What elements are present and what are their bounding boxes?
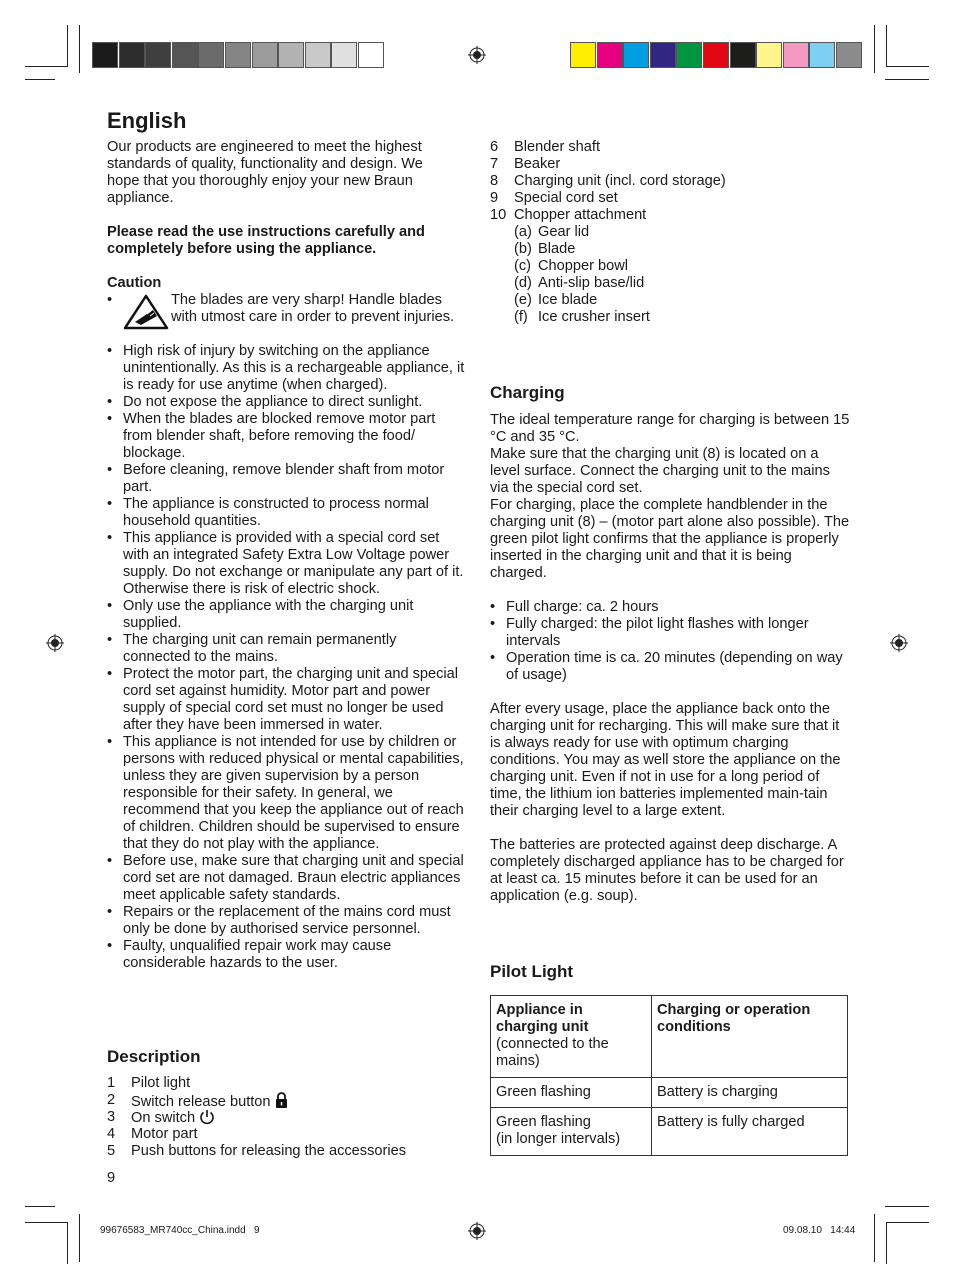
grayscale-swatch: [278, 42, 304, 68]
charging-bullet: • Fully charged: the pilot light flashes with longer intervals: [490, 616, 850, 650]
caution-item: • Do not expose the appliance to direct sunlight.: [107, 394, 467, 411]
color-swatch: [836, 42, 862, 68]
list-item: [490, 207, 850, 224]
charging-bullet: • Full charge: ca. 2 hours: [490, 599, 850, 616]
charging-paragraph: [490, 412, 850, 582]
item-number: 7: [490, 156, 499, 172]
list-item: [490, 139, 850, 156]
crop-mark: [886, 25, 887, 67]
list-item: [107, 1092, 467, 1109]
grayscale-swatch: [225, 42, 251, 68]
item-text: Special cord set: [514, 190, 618, 206]
power-icon: [199, 1109, 215, 1125]
charging-storage-paragraph: After every usage, place the appliance back onto the charging unit for recharging. This will make sure that it is always ready for use with optimum charging conditions. You may as well store the appliance on the charging unit. Even if not in use for a long period of time, the lithium ion batteries implemented main-tain their charging level to a large extent.: [490, 701, 841, 819]
caution-item: • Before cleaning, remove blender shaft from motor part.: [107, 462, 467, 496]
color-swatch: [756, 42, 782, 68]
crop-mark: [79, 1214, 80, 1262]
item-number: 3: [107, 1109, 116, 1125]
item-number: (f): [514, 309, 528, 325]
table-cell: Battery is charging: [652, 1078, 848, 1108]
caution-list: [107, 343, 467, 972]
table-header-row: [491, 996, 848, 1078]
crop-mark: [25, 1222, 68, 1223]
item-text: Chopper attachment: [514, 207, 647, 223]
table-header-cell: [652, 996, 848, 1078]
item-number: 1: [107, 1075, 116, 1091]
description-list-continued: [490, 139, 850, 224]
color-swatch: [570, 42, 596, 68]
item-number: 5: [107, 1143, 116, 1159]
item-text: Charging unit (incl. cord storage): [514, 173, 726, 189]
charging-heading: Charging: [490, 383, 565, 402]
intro-paragraph: Our products are engineered to meet the highest standards of quality, functionality and design. We hope that you thoroughly enjoy your new Braun appliance.: [107, 139, 423, 206]
caution-item: • This appliance is provided with a special cord set with an integrated Safety Extra Low Voltage power supply. Do not exchange or manipulate any part of it. Otherwise there is risk of electric shock.: [107, 530, 467, 598]
caution-item: • This appliance is not intended for use by children or persons with reduced physical or mental capabilities, unless they are given supervision by a person responsible for their safety. In general, we recommend that you keep the appliance out of reach of children. Children should be supervised to ensure that they do not play with the appliance.: [107, 734, 467, 853]
caution-item: • Repairs or the replacement of the mains cord must only be done by authorised service personnel.: [107, 904, 467, 938]
registration-mark-icon: [468, 1222, 486, 1240]
grayscale-swatch: [331, 42, 357, 68]
color-swatch: [703, 42, 729, 68]
item-text: Chopper bowl: [538, 258, 629, 274]
registration-mark-icon: [46, 634, 64, 652]
item-number: 8: [490, 173, 499, 189]
caution-heading: Caution: [107, 275, 162, 291]
list-item: [107, 1143, 467, 1160]
item-number: (b): [514, 241, 532, 257]
caution-first-item-text: The blades are very sharp! Handle blades with utmost care in order to prevent injuries.: [171, 292, 455, 325]
item-number: (a): [514, 224, 532, 240]
grayscale-swatch: [172, 42, 198, 68]
description-heading: Description: [107, 1047, 201, 1066]
item-number: 4: [107, 1126, 116, 1142]
table-cell: Battery is fully charged: [652, 1108, 848, 1156]
table-row: [491, 1108, 848, 1156]
table-header-cell: [491, 996, 652, 1078]
description-list: [107, 1075, 467, 1160]
charging-bullets: [490, 599, 850, 684]
list-item: [107, 1075, 467, 1092]
item-text: On switch: [131, 1110, 196, 1126]
item-text: Anti-slip base/lid: [538, 275, 645, 291]
item-text: Gear lid: [538, 224, 590, 240]
caution-item: • The charging unit can remain permanently connected to the mains.: [107, 632, 467, 666]
registration-mark-icon: [468, 46, 486, 64]
crop-mark: [886, 1222, 929, 1223]
color-swatch: [676, 42, 702, 68]
caution-first-item: • The blades are very sharp! Handle blades with utmost care in order to prevent injuries.: [107, 292, 465, 343]
crop-mark: [67, 25, 68, 67]
col1-header-bold: Appliance in charging unit: [496, 1002, 589, 1035]
color-swatch: [650, 42, 676, 68]
list-item: [490, 241, 850, 258]
table-row: [491, 1078, 848, 1108]
item-text: Pilot light: [131, 1075, 191, 1091]
item-text: Ice crusher insert: [538, 309, 650, 325]
crop-mark: [886, 1222, 887, 1264]
registration-mark-icon: [890, 634, 908, 652]
item-text: Motor part: [131, 1126, 198, 1142]
item-text: Ice blade: [538, 292, 598, 308]
item-number: 10: [490, 207, 507, 223]
crop-mark: [874, 25, 875, 73]
crop-mark: [79, 25, 80, 73]
list-item: [107, 1126, 467, 1143]
pilot-light-table: [490, 995, 848, 1156]
item-text: Switch release button: [131, 1094, 271, 1110]
lock-icon: [275, 1092, 288, 1109]
charging-insert-text: For charging, place the complete handblender in the charging unit (8) – (motor part alone also possible). The green pilot light confirms that the appliance is properly inserted in the charging unit and that it is being charged.: [490, 497, 850, 581]
pilot-light-heading: Pilot Light: [490, 962, 574, 981]
item-text: Blender shaft: [514, 139, 600, 155]
crop-mark: [25, 66, 68, 67]
caution-item: • Before use, make sure that charging unit and special cord set are not damaged. Braun electric appliances meet applicable safety standards.: [107, 853, 467, 904]
color-swatch: [730, 42, 756, 68]
charging-bullet: • Operation time is ca. 20 minutes (depending on way of usage): [490, 650, 850, 684]
crop-mark: [25, 1206, 55, 1207]
col2-header: Charging or operation conditions: [657, 1002, 811, 1035]
color-swatch: [597, 42, 623, 68]
list-item: [490, 275, 850, 292]
list-item: [490, 173, 850, 190]
crop-mark: [886, 66, 929, 67]
blade-warning-icon: [123, 294, 169, 330]
item-text: Beaker: [514, 156, 561, 172]
caution-item: • The appliance is constructed to process normal household quantities.: [107, 496, 467, 530]
caution-item: • Protect the motor part, the charging unit and special cord set against humidity. Motor part and power supply of special cord set must no longer be used after they have been immersed in water.: [107, 666, 467, 734]
crop-mark: [885, 79, 929, 80]
crop-mark: [874, 1214, 875, 1262]
charging-temperature-text: The ideal temperature range for charging is between 15 °C and 35 °C.: [490, 412, 850, 445]
grayscale-swatch: [305, 42, 331, 68]
crop-mark: [25, 79, 55, 80]
caution-item: • When the blades are blocked remove motor part from blender shaft, before removing the food/ blockage.: [107, 411, 467, 462]
color-swatch: [783, 42, 809, 68]
page-title: English: [107, 108, 187, 133]
list-item: [490, 258, 850, 275]
charging-battery-paragraph: The batteries are protected against deep discharge. A completely discharged appliance has to be charged for at least ca. 15 minutes before it can be used for an application (e.g. soup).: [490, 837, 844, 904]
item-number: (c): [514, 258, 532, 274]
list-item: [107, 1109, 467, 1126]
table-cell: Green flashing: [491, 1078, 652, 1108]
item-number: 9: [490, 190, 499, 206]
crop-mark: [885, 1206, 929, 1207]
caution-item: • Only use the appliance with the charging unit supplied.: [107, 598, 467, 632]
item-number: (e): [514, 292, 532, 308]
color-swatch: [623, 42, 649, 68]
item-number: 2: [107, 1092, 116, 1108]
col1-header-normal: (connected to the mains): [496, 1036, 609, 1069]
footer-filename: 99676583_MR740cc_China.indd 9: [100, 1225, 260, 1236]
grayscale-swatch: [252, 42, 278, 68]
list-item: [490, 309, 850, 326]
item-number: 6: [490, 139, 499, 155]
color-swatch: [809, 42, 835, 68]
item-text: Push buttons for releasing the accessories: [131, 1143, 407, 1159]
list-item: [490, 224, 850, 241]
table-cell: Green flashing (in longer intervals): [491, 1108, 652, 1156]
footer-date: 09.08.10 14:44: [783, 1225, 856, 1236]
page-number: 9: [107, 1170, 116, 1186]
list-item: [490, 190, 850, 207]
charging-setup-text: Make sure that the charging unit (8) is located on a level surface. Connect the charging unit to the mains via the special cord set.: [490, 446, 830, 496]
chopper-parts-list: [490, 224, 850, 326]
caution-item: • Faulty, unqualified repair work may cause considerable hazards to the user.: [107, 938, 467, 972]
grayscale-swatch: [198, 42, 224, 68]
item-number: (d): [514, 275, 532, 291]
list-item: [490, 156, 850, 173]
grayscale-swatch: [92, 42, 118, 68]
list-item: [490, 292, 850, 309]
read-notice: Please read the use instructions carefully and completely before using the appliance.: [107, 224, 425, 257]
grayscale-swatch: [119, 42, 145, 68]
grayscale-swatch: [358, 42, 384, 68]
item-text: Blade: [538, 241, 576, 257]
grayscale-swatch: [145, 42, 171, 68]
crop-mark: [67, 1222, 68, 1264]
caution-item: • High risk of injury by switching on the appliance unintentionally. As this is a rechargeable appliance, it is ready for use anytime (when charged).: [107, 343, 467, 394]
